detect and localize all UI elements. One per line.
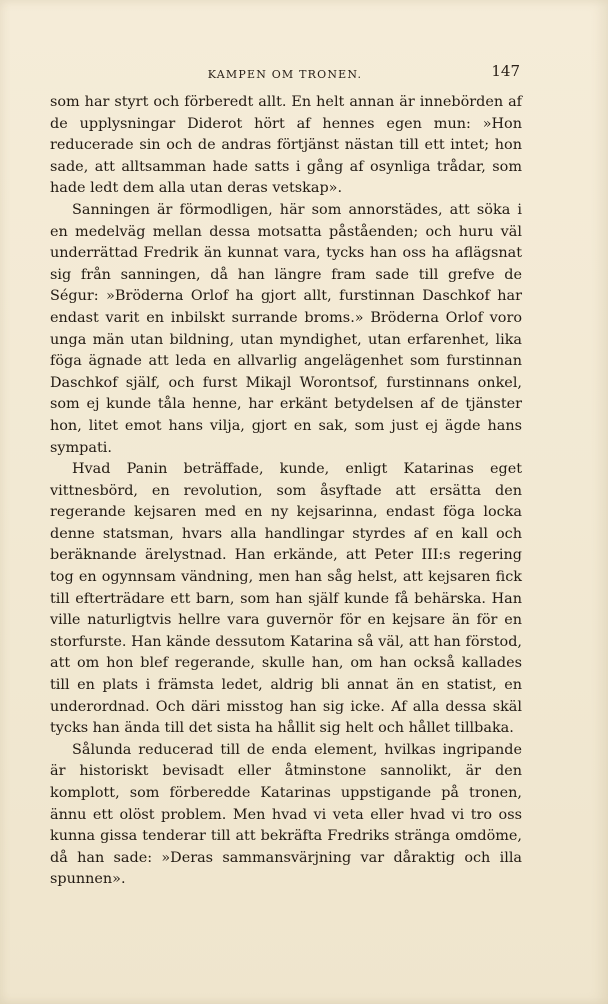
paragraph-1: som har styrt och förberedt allt. En helt annan är innebörden af de upplysningar Diderot hört af hennes egen mun: »Hon reducerade sin och de andras förtjänst nästan till ett intet; hon sade, att alltsamman hade satts i gång af osynliga trådar, som hade ledt dem alla utan deras vetskap». [50,94,522,197]
paragraph-4: Sålunda reducerad till de enda element, hvilkas ingripande är historiskt bevisadt eller åtminstone sannolikt, är den komplott, som förberedde Katarinas uppstigande på tronen, ännu ett olöst problem. Men hvad vi veta eller hvad vi tro oss kunna gissa tenderar till att bekräfta Fredriks stränga omdöme, då han sade: »Deras sammansvärjning var dåraktig och illa spunnen». [50,741,522,888]
running-title: KAMPEN OM TRONEN. [207,68,363,81]
paragraph-3: Hvad Panin beträffade, kunde, enligt Katarinas eget vittnesbörd, en revolution, som åsyftade att ersätta den regerande kejsaren med en ny kejsarinna, endast föga locka denne statsman, hvars alla handlingar styrdes af en kall och beräknande ärelystnad. Han erkände, att Peter III:s regering tog en ogynnsam vändning, men han såg helst, att kejsaren fick till efterträdare ett barn, som han själf kunde få behärska. Han ville naturligtvis hellre vara guvernör för en kejsare än för en storfurste. Han kände dessutom Katarina så väl, att han förstod, att om hon blef regerande, skulle han, om han också kallades till en plats i främsta ledet, aldrig bli annat än en statist, en underordnad. Och däri misstog han sig icke. Af alla dessa skäl tycks han ända till det sista ha hållit sig helt och hållet tillbaka. [50,461,522,737]
running-header [50,62,520,84]
body-text [50,92,522,891]
page-number: 147 [491,62,520,80]
paragraph-2: Sanningen är förmodligen, här som annorstädes, att söka i en medelväg mellan dessa motsatta påståenden; och huru väl underrättad Fredrik än kunnat vara, tycks han oss ha aflägsnat sig från sanningen, då han längre fram sade till grefve de Ségur: »Bröderna Orlof ha gjort allt, furstinnan Daschkof har endast varit en inbilskt surrande broms.» Bröderna Orlof voro unga män utan bildning, utan myndighet, utan erfarenhet, lika föga ägnade att leda en allvarlig angelägenhet som furstinnan Daschkof själf, och furst Mikajl Worontsof, furstinnans onkel, som ej kunde tåla henne, har erkänt betydelsen af de tjänster hon, litet emot hans vilja, gjort en sak, som just ej ägde hans sympati. [50,201,522,456]
